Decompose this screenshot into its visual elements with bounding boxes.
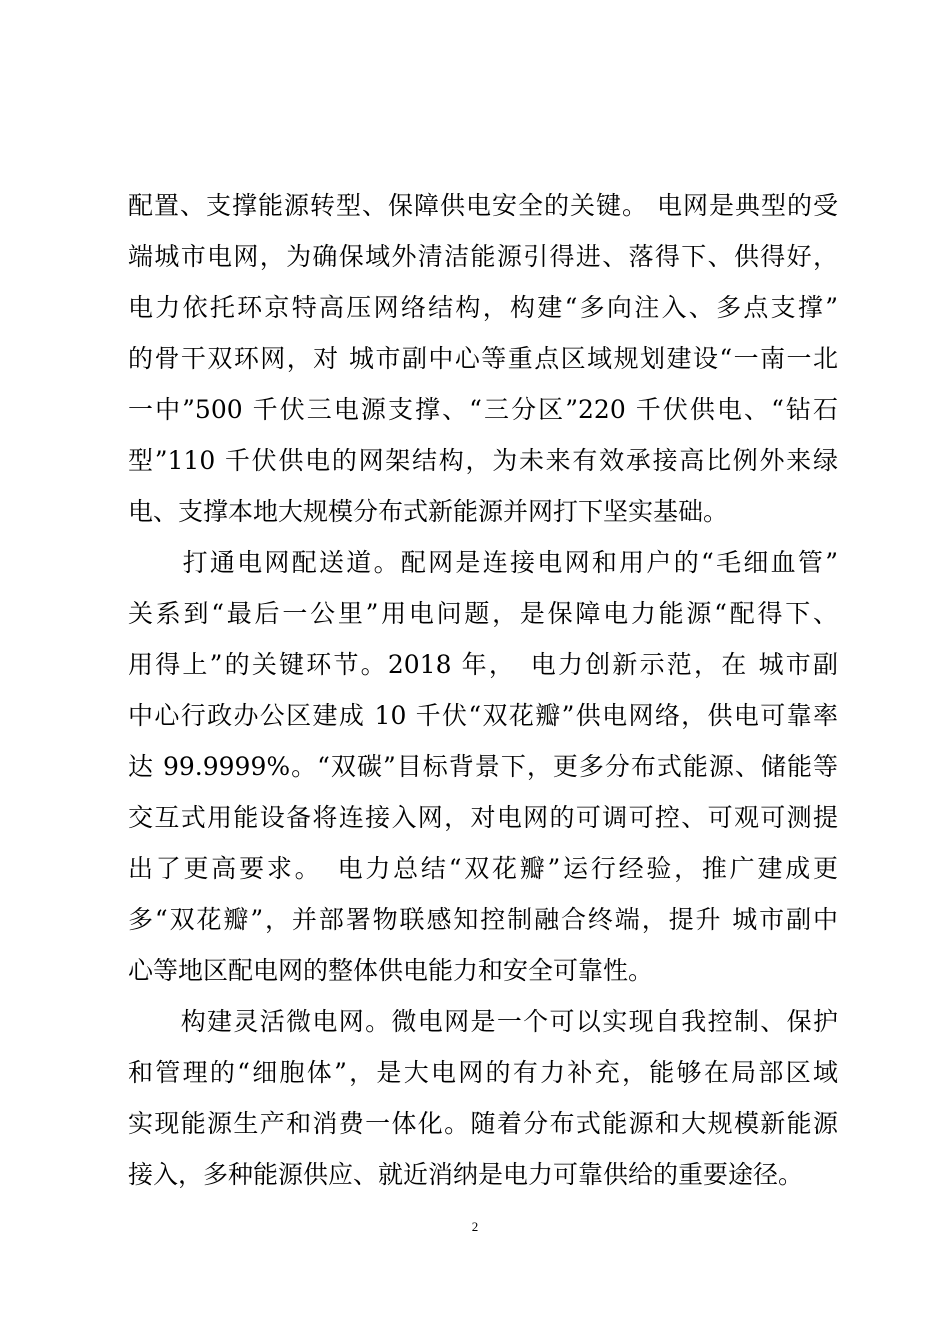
text-line: 的骨干双环网，对 城市副中心等重点区域规划建设“一南一北 xyxy=(128,344,838,373)
text-line: 构建灵活微电网。微电网是一个可以实现自我控制、保护 xyxy=(128,1007,838,1036)
page-number: 2 xyxy=(471,1219,479,1234)
text-line: 电、支撑本地大规模分布式新能源并网打下坚实基础。 xyxy=(128,497,729,526)
text-line: 用得上”的关键环节。2018 年， 电力创新示范，在 城市副 xyxy=(128,650,838,679)
text-line: 和管理的“细胞体”，是大电网的有力补充，能够在局部区域 xyxy=(128,1058,838,1087)
text-line: 型”110 千伏供电的网架结构，为未来有效承接高比例外来绿 xyxy=(128,446,838,475)
text-line: 接入，多种能源供应、就近消纳是电力可靠供给的重要途径。 xyxy=(128,1160,804,1189)
text-line: 端城市电网，为确保域外清洁能源引得进、落得下、供得好， xyxy=(128,242,838,271)
text-line: 一中”500 千伏三电源支撑、“三分区”220 千伏供电、“钻石 xyxy=(128,395,838,424)
text-line: 达 99.9999%。“双碳”目标背景下，更多分布式能源、储能等 xyxy=(128,752,838,781)
text-line: 打通电网配送道。配网是连接电网和用户的“毛细血管” xyxy=(128,548,838,577)
text-line: 配置、支撑能源转型、保障供电安全的关键。 电网是典型的受 xyxy=(128,191,838,220)
text-line: 中心行政办公区建成 10 千伏“双花瓣”供电网络，供电可靠率 xyxy=(128,701,838,730)
text-line: 实现能源生产和消费一体化。随着分布式能源和大规模新能源 xyxy=(128,1109,838,1138)
text-line: 心等地区配电网的整体供电能力和安全可靠性。 xyxy=(128,956,654,985)
text-line: 交互式用能设备将连接入网，对电网的可调可控、可观可测提 xyxy=(128,803,838,832)
text-line: 多“双花瓣”，并部署物联感知控制融合终端，提升 城市副中 xyxy=(128,905,838,934)
body-text xyxy=(128,180,838,1200)
text-line: 出了更高要求。 电力总结“双花瓣”运行经验，推广建成更 xyxy=(128,854,838,883)
text-line: 电力依托环京特高压网络结构，构建“多向注入、多点支撑” xyxy=(128,293,838,322)
text-line: 关系到“最后一公里”用电问题，是保障电力能源“配得下、 xyxy=(128,599,838,628)
